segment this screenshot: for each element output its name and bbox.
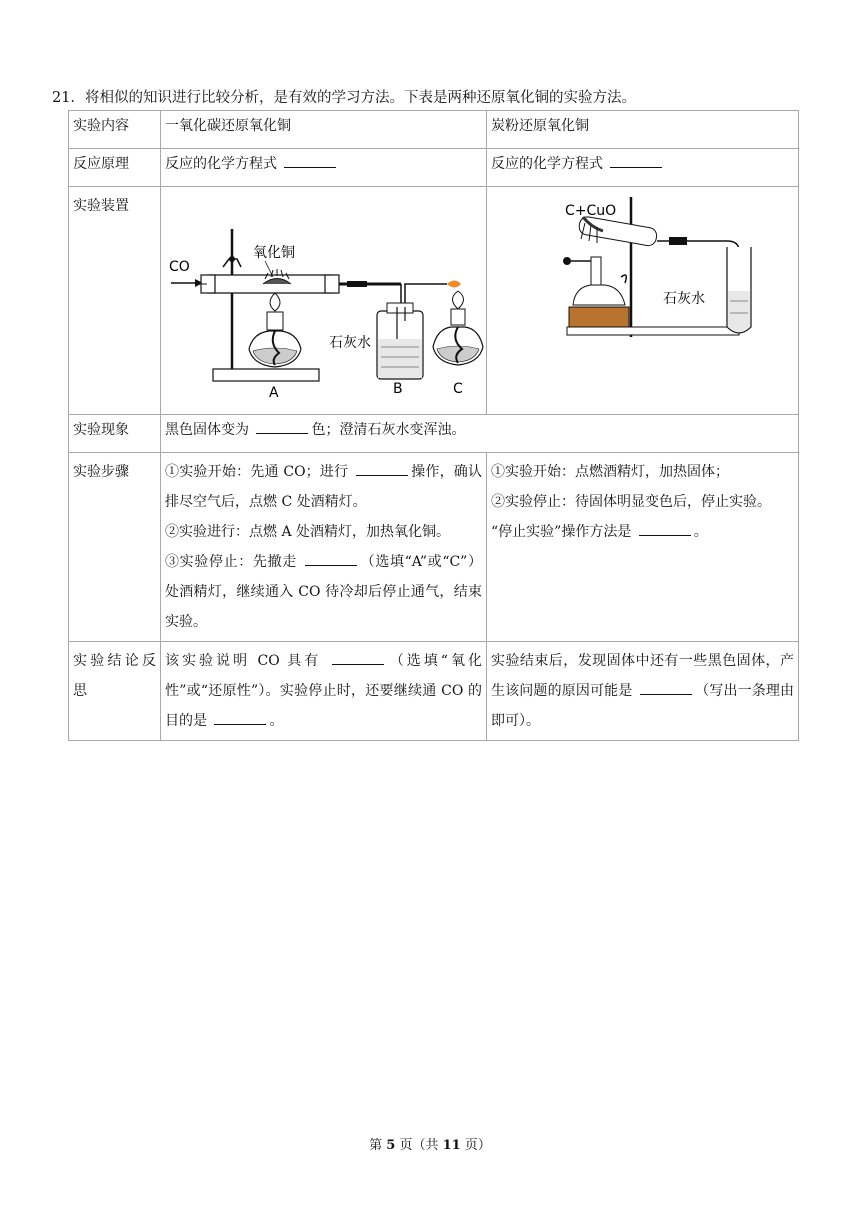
row-phenomenon	[69, 415, 799, 453]
conclusion-c-b: （写出一条理由即可）。	[491, 683, 795, 729]
label-b: B	[393, 381, 403, 397]
phenomenon-text	[161, 415, 799, 453]
co-apparatus-figure	[165, 187, 491, 403]
row-principle	[69, 149, 799, 187]
footer-pre: 第	[369, 1138, 383, 1153]
principle-co	[161, 149, 487, 187]
conclusion-co-b: （选填“氧化性”或“还原性”）。实验停止时，还要继续通 CO 的目的是	[165, 653, 482, 729]
limewater-label: 石灰水	[663, 291, 705, 307]
label-principle: 反应原理	[69, 149, 161, 187]
wooden-block	[569, 307, 629, 327]
label-conclusion: 实验结论反思	[69, 642, 161, 741]
content-co: 一氧化碳还原氧化铜	[161, 111, 487, 149]
conclusion-c	[487, 642, 799, 741]
phenomenon-after: 色；澄清石灰水变浑浊。	[311, 422, 466, 438]
answer-blank[interactable]	[640, 678, 692, 695]
principle-c	[487, 149, 799, 187]
answer-blank[interactable]	[610, 151, 662, 168]
steps-co-s3b: （选填“A”或“C”）处酒精灯，继续通入 CO 待冷却后停止通气，结束实验。	[165, 554, 482, 630]
row-content	[69, 111, 799, 149]
conclusion-co-a: 该实验说明 CO 具有	[165, 653, 322, 669]
c-apparatus-figure	[491, 187, 803, 403]
conclusion-co-c: 。	[269, 713, 284, 729]
row-conclusion	[69, 642, 799, 741]
answer-blank[interactable]	[639, 519, 691, 536]
label-a: A	[269, 385, 279, 401]
question-number: 21．	[52, 90, 85, 106]
answer-blank[interactable]	[332, 648, 384, 665]
experiment-table	[68, 110, 799, 741]
steps-c	[487, 453, 799, 642]
reagent-label: C+CuO	[565, 203, 617, 219]
page-footer	[0, 1134, 860, 1153]
principle-co-text: 反应的化学方程式	[165, 156, 277, 172]
label-content: 实验内容	[69, 111, 161, 149]
conclusion-co	[161, 642, 487, 741]
flame	[447, 281, 461, 288]
steps-co-s3a: ③实验停止：先撤走	[165, 554, 297, 570]
principle-c-text: 反应的化学方程式	[491, 156, 603, 172]
cuo-label: 氧化铜	[253, 245, 295, 261]
label-phenomenon: 实验现象	[69, 415, 161, 453]
steps-c-s3b: 。	[693, 524, 708, 540]
co-gas-label: CO	[169, 259, 190, 275]
answer-blank[interactable]	[214, 708, 266, 725]
footer-total-pages: 11	[442, 1138, 461, 1153]
row-apparatus	[69, 187, 799, 415]
phenomenon-before: 黑色固体变为	[165, 422, 249, 438]
label-steps: 实验步骤	[69, 453, 161, 642]
steps-c-s3a: “停止实验”操作方法是	[491, 524, 632, 540]
apparatus-co-cell	[161, 187, 487, 415]
question-stem	[52, 86, 636, 107]
answer-blank[interactable]	[256, 417, 308, 434]
footer-post: 页）	[464, 1138, 491, 1153]
conclusion-c-a: 实验结束后，发现固体中还有一些黑色固体，产生该问题的原因可能是	[491, 653, 794, 699]
footer-mid: 页（共	[399, 1138, 439, 1153]
footer-page-number: 5	[386, 1138, 396, 1153]
steps-c-s1: ①实验开始：点燃酒精灯，加热固体；	[491, 464, 729, 480]
stand-base	[213, 369, 319, 381]
answer-blank[interactable]	[305, 549, 357, 566]
answer-blank[interactable]	[284, 151, 336, 168]
row-steps	[69, 453, 799, 642]
steps-c-s2: ②实验停止：待固体明显变色后，停止实验。	[491, 494, 771, 510]
steps-co-s1b: 操作，确认排尽空气后，点燃 C 处酒精灯。	[165, 464, 483, 510]
steps-co	[161, 453, 487, 642]
content-c: 炭粉还原氧化铜	[487, 111, 799, 149]
label-c: C	[453, 381, 463, 397]
answer-blank[interactable]	[356, 459, 408, 476]
steps-co-s1a: ①实验开始：先通 CO；进行	[165, 464, 349, 480]
steps-co-s2: ②实验进行：点燃 A 处酒精灯，加热氧化铜。	[165, 524, 451, 540]
apparatus-c-cell	[487, 187, 799, 415]
label-apparatus: 实验装置	[69, 187, 161, 415]
question-text: 将相似的知识进行比较分析，是有效的学习方法。下表是两种还原氧化铜的实验方法。	[84, 90, 636, 106]
limewater-label-b: 石灰水	[329, 335, 371, 351]
